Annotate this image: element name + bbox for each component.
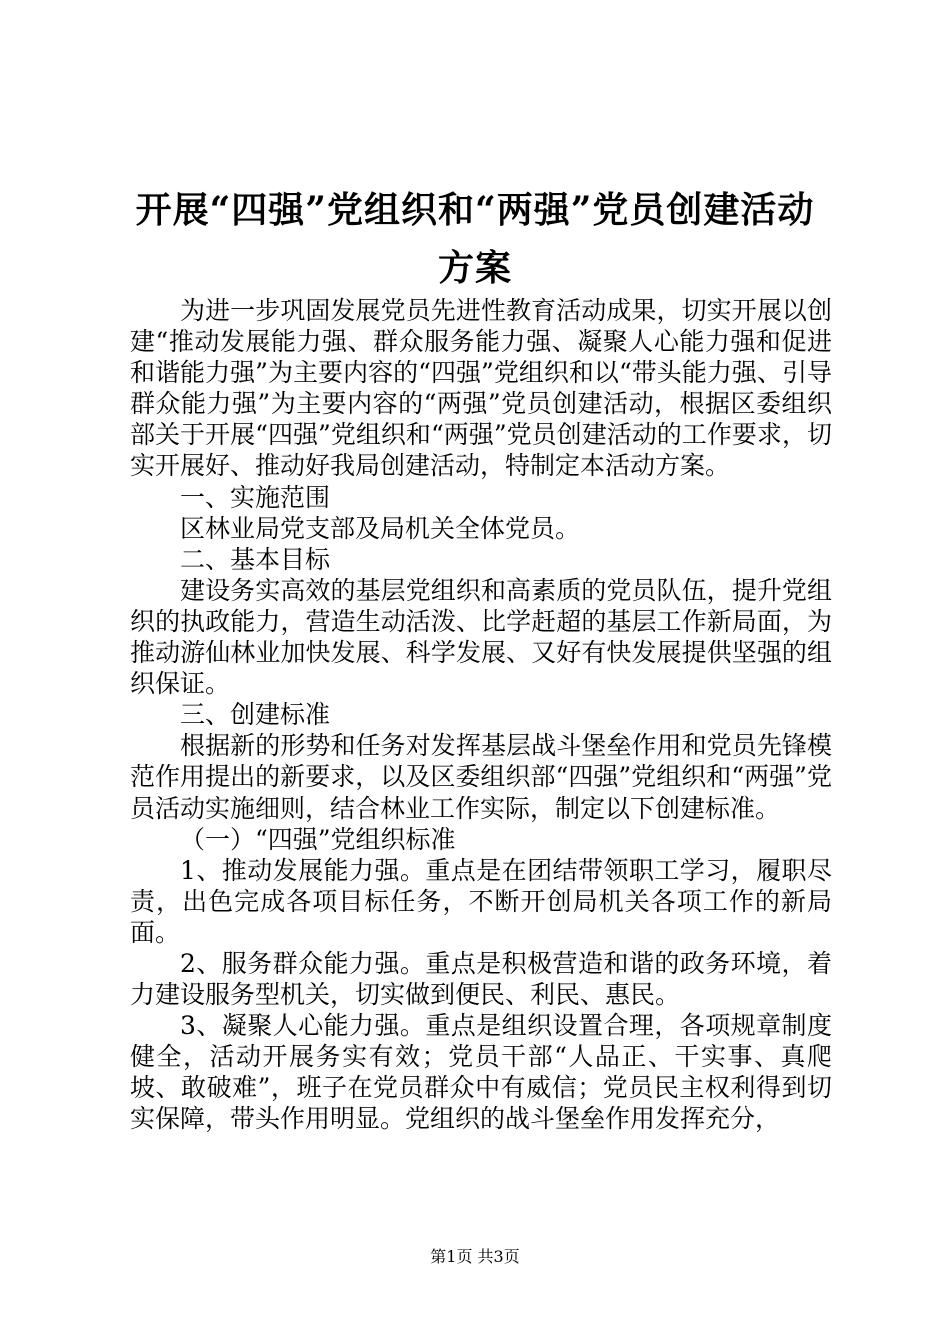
section-heading-goals: 二、基本目标 — [180, 544, 331, 574]
standard-item-2: 2、服务群众能力强。重点是积极营造和谐的政务环境，着力建设服务型机关，切实做到便民、利民、惠民。 — [130, 948, 832, 1010]
page-footer: 第1页 共3页 — [430, 1247, 520, 1266]
document-title-line-1: 开展“四强”党组织和“两强”党员创建活动 — [135, 189, 815, 231]
document-body — [130, 295, 832, 1135]
document-title-line-2: 方案 — [437, 247, 512, 289]
standard-item-3: 3、凝聚人心能力强。重点是组织设置合理，各项规章制度健全，活动开展务实有效；党员干部“人品正、干实事、真爬坡、敢破难”，班子在党员群众中有威信；党员民主权利得到切实保障，带头作用明显。党组织的战斗堡垒作用发挥充分， — [130, 1011, 832, 1134]
subsection-heading-four-strong: （一）“四强”党组织标准 — [180, 824, 456, 854]
goals-paragraph: 建设务实高效的基层党组织和高素质的党员队伍，提升党组织的执政能力，营造生动活泼、比学赶超的基层工作新局面，为推动游仙林业加快发展、科学发展、又好有快发展提供坚强的组织保证。 — [130, 575, 832, 699]
standard-item-1: 1、推动发展能力强。重点是在团结带领职工学习，履职尽责，出色完成各项目标任务，不断开创局机关各项工作的新局面。 — [130, 855, 832, 947]
section-heading-standards: 三、创建标准 — [180, 700, 331, 730]
section-heading-scope: 一、实施范围 — [180, 482, 331, 512]
standards-paragraph: 根据新的形势和任务对发挥基层战斗堡垒作用和党员先锋模范作用提出的新要求，以及区委组织部“四强”党组织和“两强”党员活动实施细则，结合林业工作实际，制定以下创建标准。 — [130, 731, 832, 823]
scope-paragraph: 区林业局党支部及局机关全体党员。 — [180, 513, 581, 543]
intro-paragraph: 为进一步巩固发展党员先进性教育活动成果，切实开展以创建“推动发展能力强、群众服务能力强、凝聚人心能力强和促进和谐能力强”为主要内容的“四强”党组织和以“带头能力强、引导群众能力强”为主要内容的“两强”党员创建活动，根据区委组织部关于开展“四强”党组织和“两强”党员创建活动的工作要求，切实开展好、推动好我局创建活动，特制定本活动方案。 — [130, 296, 832, 481]
